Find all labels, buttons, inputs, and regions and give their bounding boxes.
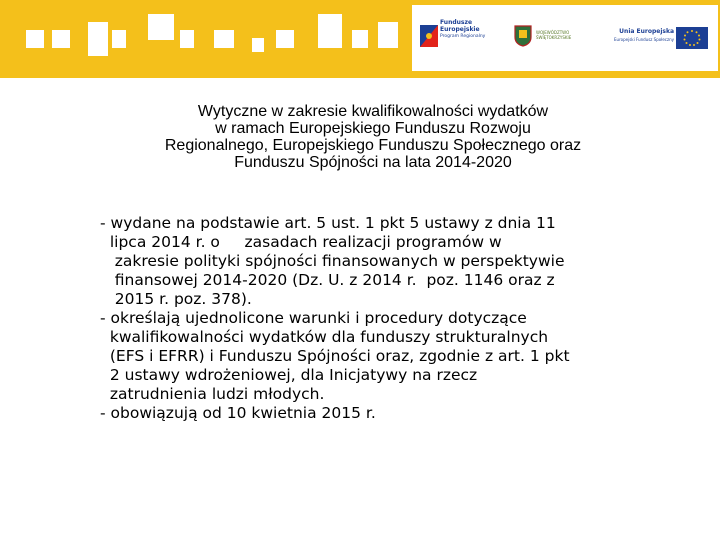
list-item-line: zakresie polityki spójności finansowanych w perspektywie [100, 252, 565, 270]
list-item-line: 2 ustawy wdrożeniowej, dla Inicjatywy na rzecz [100, 366, 478, 384]
decorative-square [148, 14, 174, 40]
decorative-square [378, 22, 398, 48]
title-line: Regionalnego, Europejskiego Funduszu Społecznego oraz [164, 137, 582, 154]
fundusze-europejskie-logo-text: Fundusze Europejskie Program Regionalny [440, 19, 486, 39]
slide-title [88, 103, 658, 171]
list-item [100, 309, 640, 404]
decorative-square [352, 30, 368, 48]
title-line: Wytyczne w zakresie kwalifikowalności wydatków [197, 103, 549, 120]
logo-panel [412, 5, 718, 71]
list-item-line: zatrudnienia ludzi młodych. [100, 385, 325, 403]
decorative-square [112, 30, 126, 48]
eu-flag-icon [676, 27, 708, 49]
decorative-square [26, 30, 44, 48]
list-item [100, 404, 640, 423]
list-item-line: (EFS i EFRR) i Funduszu Spójności oraz, zgodnie z art. 1 pkt [100, 347, 570, 365]
eu-logo-text: Unia Europejska Europejski Fundusz Społeczny [614, 28, 674, 42]
list-item-line: - obowiązują od 10 kwietnia 2015 r. [100, 404, 376, 422]
decorative-square [88, 22, 108, 56]
decorative-square [180, 30, 194, 48]
header-band [0, 0, 720, 78]
list-item-line: - określają ujednolicone warunki i procedury dotyczące [100, 309, 527, 327]
list-item-line: lipca 2014 r. o zasadach realizacji programów w [100, 233, 502, 251]
decorative-square [52, 30, 70, 48]
decorative-square [214, 30, 234, 48]
list-item-line: - wydane na podstawie art. 5 ust. 1 pkt 5 ustawy z dnia 11 [100, 214, 556, 232]
list-item [100, 214, 640, 309]
bullet-list [100, 214, 640, 423]
title-line: Funduszu Spójności na lata 2014-2020 [234, 154, 512, 171]
list-item-line: finansowej 2014-2020 (Dz. U. z 2014 r. poz. 1146 oraz z [100, 271, 555, 289]
decorative-square [276, 30, 294, 48]
list-item-line: kwalifikowalności wydatków dla funduszy strukturalnych [100, 328, 549, 346]
region-logo-text: WOJEWÓDZTWO ŚWIĘTOKRZYSKIE [536, 30, 572, 40]
title-line: w ramach Europejskiego Funduszu Rozwoju [215, 120, 531, 137]
list-item-line: 2015 r. poz. 378). [100, 290, 252, 308]
decorative-square [318, 14, 342, 48]
region-crest-icon [514, 25, 532, 47]
decorative-square [252, 38, 264, 52]
